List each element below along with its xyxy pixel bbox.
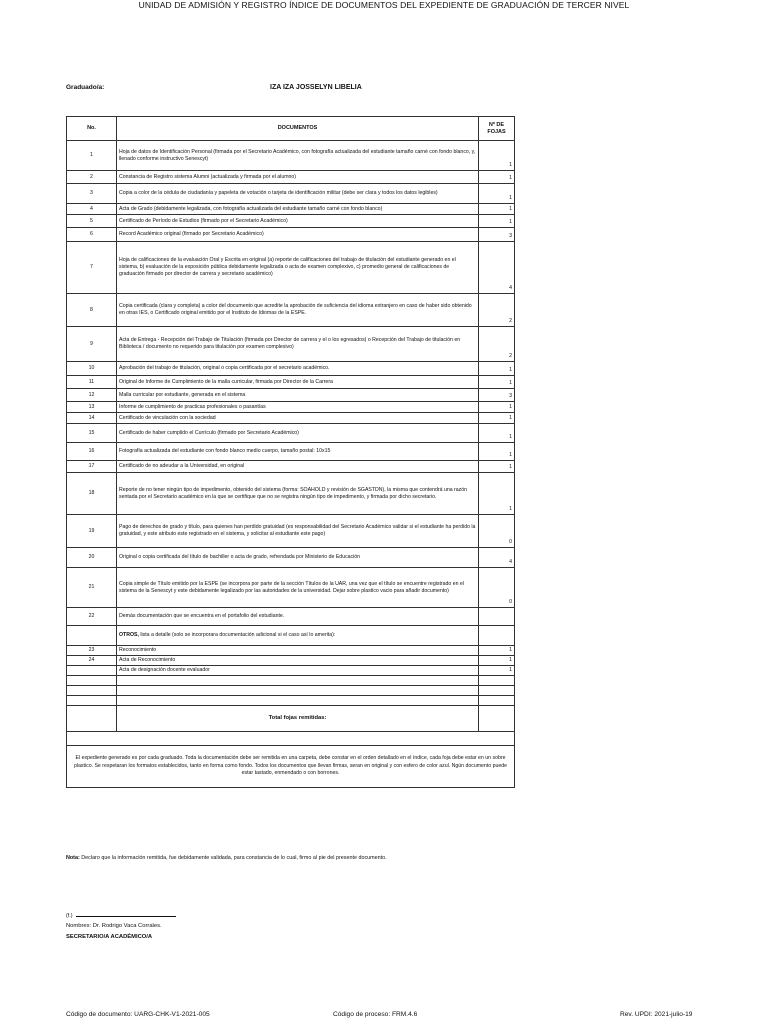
- table-row: [67, 204, 515, 215]
- row-document: Aprobación del trabajo de titulación, original o copia certificada por el secretario académico.: [117, 362, 479, 376]
- otros-label-cell: [117, 626, 479, 646]
- row-fojas: 0: [479, 515, 515, 548]
- row-document: Original de Informe de Cumplimiento de la malla curricular, firmada por Director de la Carrera: [117, 376, 479, 389]
- row-fojas: 1: [479, 666, 515, 676]
- table-row: [67, 473, 515, 515]
- row-fojas: 2: [479, 327, 515, 362]
- otros-row: [67, 626, 515, 646]
- table-row: [67, 215, 515, 228]
- footer-process-code: Código de proceso: FRM.4.6: [333, 1011, 418, 1018]
- row-fojas: 1: [479, 376, 515, 389]
- row-fojas: 1: [479, 424, 515, 443]
- row-document: Reconocimiento: [117, 646, 479, 656]
- row-number: 23: [67, 646, 117, 656]
- table-row: [67, 424, 515, 443]
- row-document: Certificado de vinculación con la sociedad: [117, 413, 479, 424]
- row-document: Copia a color de la cédula de ciudadanía y papeleta de votación o tarjeta de identificación militar (debe ser clara y todos los datos legibles): [117, 184, 479, 204]
- otros-description: lista a detalle (solo se incorporara documentación adicional si el caso así lo amerita):: [138, 632, 336, 638]
- row-document: Record Académico original (firmado por Secretario Académico): [117, 228, 479, 242]
- total-empty-cell: [67, 706, 117, 732]
- row-number: 10: [67, 362, 117, 376]
- table-header-row: [67, 117, 515, 141]
- row-fojas: 1: [479, 204, 515, 215]
- blank-cell: [117, 686, 479, 696]
- row-number: 17: [67, 461, 117, 473]
- row-fojas: 1: [479, 646, 515, 656]
- total-label: Total fojas remitidas:: [117, 706, 479, 732]
- row-number: 15: [67, 424, 117, 443]
- signature-prefix: (f.): [66, 913, 73, 919]
- footer-document-code: Código de documento: UARG-CHK-V1-2021-005: [66, 1011, 210, 1018]
- table-row: [67, 389, 515, 402]
- documents-table: [66, 116, 515, 788]
- table-row: [67, 376, 515, 389]
- page-title: UNIDAD DE ADMISIÓN Y REGISTRO ÍNDICE DE DOCUMENTOS DEL EXPEDIENTE DE GRADUACIÓN DE TERCER NIVEL: [138, 0, 630, 10]
- declaration-note: [66, 855, 387, 861]
- blank-row: [67, 676, 515, 686]
- nota-text: Declaro que la información remitida, fue debidamente validada, para constancia de lo cual, firmo al pie del presente documento.: [79, 855, 387, 861]
- otros-item-row: [67, 646, 515, 656]
- total-value-cell: [479, 706, 515, 732]
- table-row: [67, 461, 515, 473]
- blank-cell: [479, 696, 515, 706]
- row-document: Certificado de no adeudar a la Universidad, en original: [117, 461, 479, 473]
- row-document: Informe de cumplimiento de practicas profesionales o pasantías: [117, 402, 479, 413]
- row-number: 8: [67, 294, 117, 327]
- spacer-cell: [67, 732, 515, 746]
- row-fojas: 1: [479, 443, 515, 461]
- row-number: 3: [67, 184, 117, 204]
- row-number: 18: [67, 473, 117, 515]
- row-fojas: 1: [479, 473, 515, 515]
- row-fojas: 4: [479, 242, 515, 294]
- row-number: 1: [67, 141, 117, 171]
- row-number: 7: [67, 242, 117, 294]
- row-document: Acta de Entrega - Recepción del Trabajo de Titulación (firmada por Director de carrera y el o los egresados) o Recepción del Trabajo de titulación en Biblioteca / documento no requerido para titulación por examen complexivo): [117, 327, 479, 362]
- row-number: 20: [67, 548, 117, 568]
- table-row: [67, 568, 515, 608]
- row-document: Original o copia certificada del título de bachiller o acta de grado, refrendada por Ministerio de Educación: [117, 548, 479, 568]
- signature-line: [66, 911, 176, 919]
- row-number: 2: [67, 171, 117, 184]
- row-number: 19: [67, 515, 117, 548]
- nota-label: Nota:: [66, 855, 80, 861]
- row-number: 14: [67, 413, 117, 424]
- row-document: Constancia de Registro sistema Alumni (actualizada y firmada por el alumno): [117, 171, 479, 184]
- row-document: Reporte de no tener ningún tipo de impedimento, obtenido del sistema (forma: SOAHOLD y revisión de SGASTDN), la misma que contendrá una razón sentada por el Secretario académico en la que se certifique que no se registra ningún tipo de impedimento, y firmada por dicho secretario.: [117, 473, 479, 515]
- row-document: Copia simple de Título emitido por la ESPE (se incorpora por parte de la sección Títulos de la UAR, una vez que el título se encuentre registrado en el sistema de la Senescyt y este debidamente legalizado por las autoridades de la universidad. Dejar sobre plastico vacio para añadir documento): [117, 568, 479, 608]
- table-row: [67, 184, 515, 204]
- row-fojas: [479, 608, 515, 626]
- table-row: [67, 242, 515, 294]
- blank-row: [67, 696, 515, 706]
- column-header-documents: DOCUMENTOS: [117, 117, 479, 141]
- row-document: Acta de Grado (debidamente legalizada, con fotografía actualizada del estudiante tamaño carné con fondo blanco): [117, 204, 479, 215]
- blank-cell: [479, 676, 515, 686]
- blank-cell: [117, 696, 479, 706]
- row-fojas: 1: [479, 141, 515, 171]
- row-number: [67, 666, 117, 676]
- row-number: 21: [67, 568, 117, 608]
- row-fojas: 1: [479, 656, 515, 666]
- row-document: Acta de designación docente evaluador: [117, 666, 479, 676]
- row-fojas: 1: [479, 171, 515, 184]
- row-fojas: 1: [479, 461, 515, 473]
- column-header-fojas: Nº DE FOJAS: [479, 117, 515, 141]
- table-row: [67, 402, 515, 413]
- table-row: [67, 294, 515, 327]
- row-number: 13: [67, 402, 117, 413]
- table-row: [67, 413, 515, 424]
- row-fojas: 1: [479, 402, 515, 413]
- signatory-name: Nombres: Dr. Rodrigo Vaca Corrales.: [66, 923, 162, 929]
- table-row: [67, 228, 515, 242]
- graduate-name: IZA IZA JOSSELYN LIBELIA: [270, 84, 362, 91]
- graduate-label: Graduado/a:: [66, 84, 105, 91]
- blank-cell: [67, 686, 117, 696]
- row-document: Copia certificada (clara y completa) a color del documento que acredite la aprobación de suficiencia del idioma extranjero en caso de haber sido obtenido en otras IES, o Certificado original emitido por el Instituto de Idiomas de la ESPE.: [117, 294, 479, 327]
- instructions-text: El expediente generado es por cada graduado. Toda la documentación debe ser remitida en una carpeta, debe constar en el orden detallado en el índice, cada foja debe estar en un sobre plastico. Se respetaran los formatos establecidos, tanto en forma como fondo. Todos los documentos que llevan firmas, seran en original y con esfero de color azul. Ngún documento puede estar tastado, enmendado o con borrones.: [67, 746, 515, 788]
- row-fojas: 1: [479, 184, 515, 204]
- spacer-row: [67, 732, 515, 746]
- row-number: 16: [67, 443, 117, 461]
- row-fojas: 1: [479, 215, 515, 228]
- otros-label: OTROS,: [119, 632, 139, 638]
- blank-cell: [117, 676, 479, 686]
- row-document: Acta de Reconocimiento: [117, 656, 479, 666]
- row-document: Certificado de Período de Estudios (firmado por el Secretario Académico): [117, 215, 479, 228]
- row-number: 9: [67, 327, 117, 362]
- total-row: [67, 706, 515, 732]
- table-row: [67, 608, 515, 626]
- row-document: Demás documentación que se encuentra en el portafolio del estudiante.: [117, 608, 479, 626]
- otros-item-row: [67, 666, 515, 676]
- table-row: [67, 548, 515, 568]
- table-row: [67, 515, 515, 548]
- row-number: 22: [67, 608, 117, 626]
- row-fojas: 3: [479, 228, 515, 242]
- blank-row: [67, 686, 515, 696]
- row-fojas: 1: [479, 413, 515, 424]
- documents-table-body: [67, 117, 515, 788]
- row-fojas: 4: [479, 548, 515, 568]
- row-number: 6: [67, 228, 117, 242]
- row-document: Hoja de calificaciones de la evaluación Oral y Escrita en original (a) reporte de calificaciones del trabajo de titulación del estudiante generado en el sistema, b) evaluación de la exposición pública debidamente legalizada o acta de examen complexivo, c) promedio general de calificaciones de graduación firmado por director de carrera y secretario académico): [117, 242, 479, 294]
- row-fojas: 2: [479, 294, 515, 327]
- blank-cell: [479, 686, 515, 696]
- instructions-row: [67, 746, 515, 788]
- column-header-no: No.: [67, 117, 117, 141]
- footer-revision: Rev. UPDI: 2021-julio-19: [620, 1011, 693, 1018]
- table-row: [67, 171, 515, 184]
- row-fojas: 3: [479, 389, 515, 402]
- table-row: [67, 362, 515, 376]
- row-number: 24: [67, 656, 117, 666]
- row-document: Pago de derechos de grado y título, para quienes han perdido gratuidad (es responsabilidad del Secretario Académico validar si el estudiante ha perdido la gratuidad, y este atributo este registrado en el sistema, y solicitar al estudiante este pago): [117, 515, 479, 548]
- otros-fojas-cell: [479, 626, 515, 646]
- row-fojas: 1: [479, 362, 515, 376]
- signatory-role: SECRETARIO/A ACADÉMICO/A: [66, 934, 153, 940]
- row-number: 5: [67, 215, 117, 228]
- row-fojas: 0: [479, 568, 515, 608]
- otros-item-row: [67, 656, 515, 666]
- row-document: Fotografía actualizada del estudiante con fondo blanco medio cuerpo, tamaño postal: 10x15: [117, 443, 479, 461]
- blank-cell: [67, 696, 117, 706]
- row-number: 12: [67, 389, 117, 402]
- table-row: [67, 443, 515, 461]
- signature-underline: [76, 911, 176, 917]
- row-number: 4: [67, 204, 117, 215]
- row-document: Certificado de haber cumplido el Currículo (firmado por Secretario Académico): [117, 424, 479, 443]
- row-number: 11: [67, 376, 117, 389]
- row-document: Malla curricular por estudiante, generada en el sistema: [117, 389, 479, 402]
- table-row: [67, 327, 515, 362]
- table-row: [67, 141, 515, 171]
- blank-cell: [67, 676, 117, 686]
- otros-number-cell: [67, 626, 117, 646]
- row-document: Hoja de datos de Identificación Personal (firmada por el Secretario Académico, con fotografía actualizada del estudiante tamaño carné con fondo blanco, y, llenado conforme instructivo Senescyt): [117, 141, 479, 171]
